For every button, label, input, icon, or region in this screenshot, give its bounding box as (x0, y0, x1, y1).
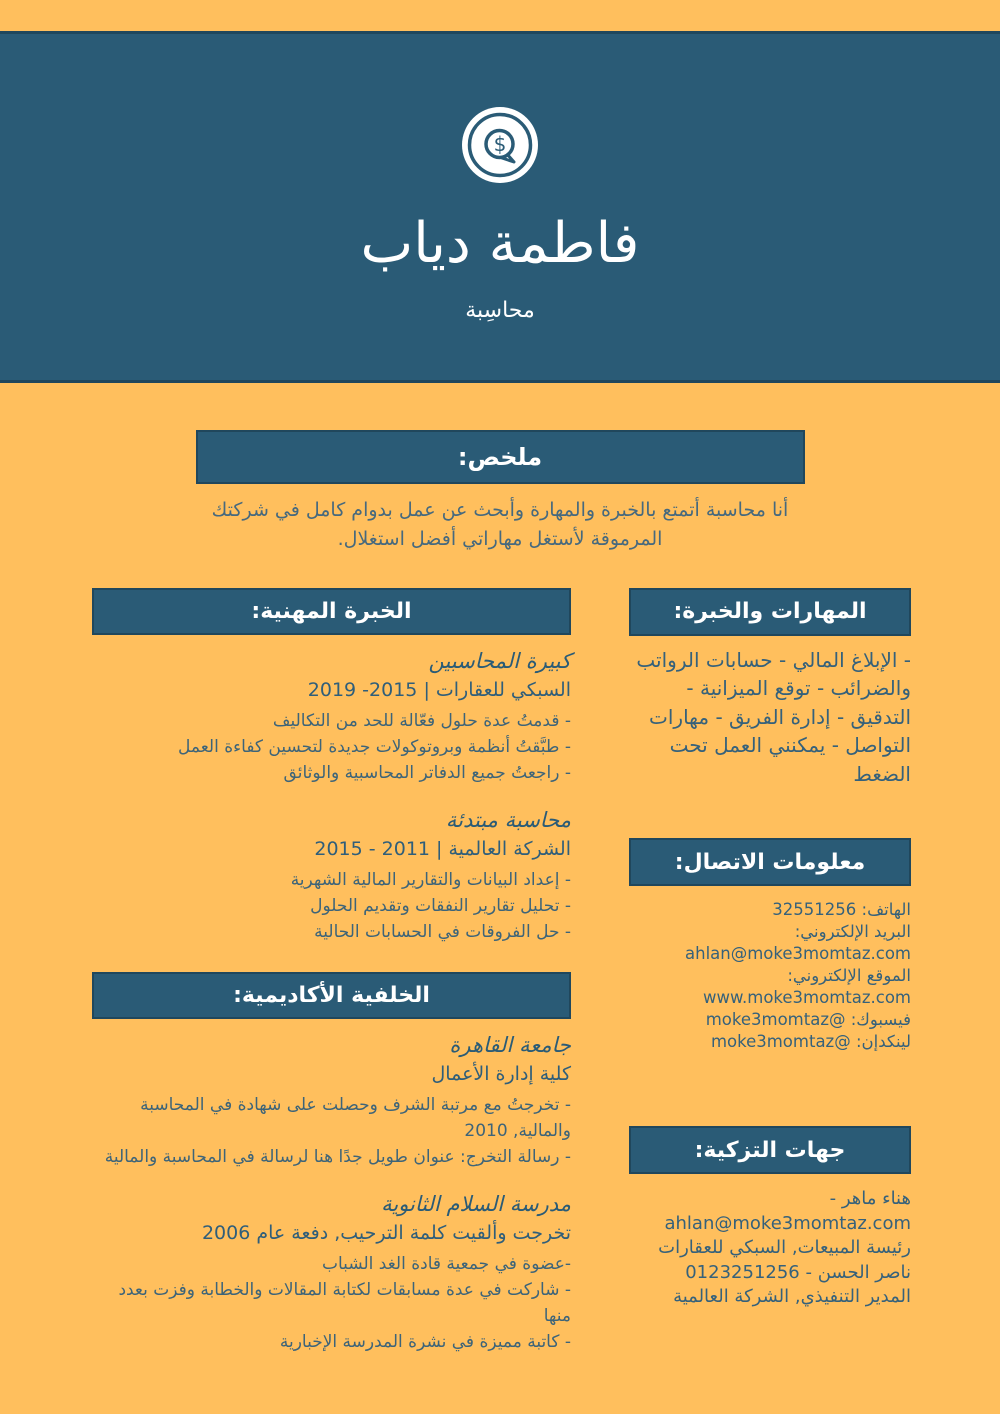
job-title: محاسبة مبتدئة (445, 807, 571, 832)
references-heading: جهات التزكية: (694, 1137, 846, 1163)
skills-text: - الإبلاغ المالي - حسابات الرواتب والضرائب - توقع الميزانية - التدقيق - إدارة الفريق - مهارات التواصل - يمكنني العمل تحت الضغط (636, 647, 911, 786)
contact-section-bar (629, 838, 911, 886)
svg-text:$: $ (493, 132, 507, 156)
job-bullets (92, 708, 571, 786)
experience-heading: الخبرة المهنية: (251, 598, 412, 624)
education-bullets (92, 1092, 571, 1170)
job-entry (92, 808, 571, 945)
education-section-bar (92, 972, 571, 1019)
header-banner (0, 31, 1000, 383)
person-name: فاطمة دياب (360, 211, 640, 276)
contact-facebook: فيسبوك: @moke3momtaz (705, 1010, 911, 1030)
education-bullet: - رسالة التخرج: عنوان طويل جدًا هنا لرسالة في المحاسبة والمالية (104, 1146, 571, 1167)
job-bullet: - حل الفروقات في الحسابات الحالية (314, 921, 571, 942)
main-column (92, 588, 571, 1355)
contact-email: البريد الإلكتروني: ahlan@moke3momtaz.com (685, 922, 911, 964)
contact-info (629, 899, 911, 1053)
currency-chat-icon (461, 106, 539, 184)
job-bullet: - راجعتُ جميع الدفاتر المحاسبية والوثائق (283, 762, 571, 783)
job-bullet: - إعداد البيانات والتقارير المالية الشهرية (290, 869, 571, 890)
education-subtitle: تخرجت وألقيت كلمة الترحيب, دفعة عام 2006 (201, 1221, 571, 1244)
contact-website: الموقع الإلكتروني: www.moke3momtaz.com (703, 966, 911, 1008)
side-column (629, 588, 911, 1310)
education-subtitle: كلية إدارة الأعمال (431, 1062, 571, 1085)
job-company-period: السبكي للعقارات | 2015- 2019 (307, 678, 571, 701)
job-bullet: - تحليل تقارير النفقات وتقديم الحلول (310, 895, 571, 916)
person-job-title: محاسِبة (465, 298, 535, 323)
education-title: مدرسة السلام الثانوية (381, 1191, 571, 1216)
education-heading: الخلفية الأكاديمية: (233, 982, 430, 1008)
education-title: جامعة القاهرة (449, 1032, 571, 1057)
reference-line: المدير التنفيذي, الشركة العالمية (673, 1286, 911, 1308)
contact-heading: معلومات الاتصال: (674, 849, 866, 875)
education-entry (92, 1192, 571, 1355)
summary-text: أنا محاسبة أتمتع بالخبرة والمهارة وأبحث عن عمل بدوام كامل في شركتك المرموقة لأستغل مهاراتي أفضل استغلال. (211, 499, 789, 551)
skills-heading: المهارات والخبرة: (673, 599, 867, 625)
references-section-bar (629, 1126, 911, 1174)
summary-section-bar (196, 430, 805, 484)
education-bullet: - تخرجتُ مع مرتبة الشرف وحصلت على شهادة في المحاسبة والمالية, 2010 (140, 1094, 571, 1141)
education-bullet: -عضوة في جمعية قادة الغد الشباب (322, 1253, 571, 1274)
reference-line: ناصر الحسن - 0123251256 (685, 1261, 911, 1283)
contact-phone: الهاتف: 32551256 (772, 900, 911, 920)
job-bullet: - قدمتُ عدة حلول فعّالة للحد من التكاليف (272, 710, 571, 731)
reference-line: هناء ماهر - (829, 1188, 911, 1210)
education-entry (92, 1033, 571, 1170)
contact-linkedin: لينكدإن: @moke3momtaz (710, 1032, 911, 1052)
reference-line: ahlan@moke3momtaz.com (664, 1212, 911, 1234)
content-columns (0, 588, 1000, 1355)
references-list (629, 1187, 911, 1310)
job-bullets (92, 867, 571, 945)
job-title: كبيرة المحاسبين (428, 648, 571, 673)
experience-section-bar (92, 588, 571, 635)
summary-heading: ملخص: (457, 443, 543, 471)
job-bullet: - طبَّقتُ أنظمة وبروتوكولات جديدة لتحسين كفاءة العمل (178, 736, 571, 757)
reference-line: رئيسة المبيعات, السبكي للعقارات (658, 1237, 911, 1259)
education-bullets (92, 1251, 571, 1355)
education-bullet: - شاركت في عدة مسابقات لكتابة المقالات والخطابة وفزت بعدد منها (118, 1279, 571, 1326)
logo-badge (461, 106, 539, 184)
education-bullet: - كاتبة مميزة في نشرة المدرسة الإخبارية (279, 1331, 571, 1352)
job-entry (92, 649, 571, 786)
skills-section-bar (629, 588, 911, 636)
job-company-period: الشركة العالمية | 2011 - 2015 (314, 837, 571, 860)
